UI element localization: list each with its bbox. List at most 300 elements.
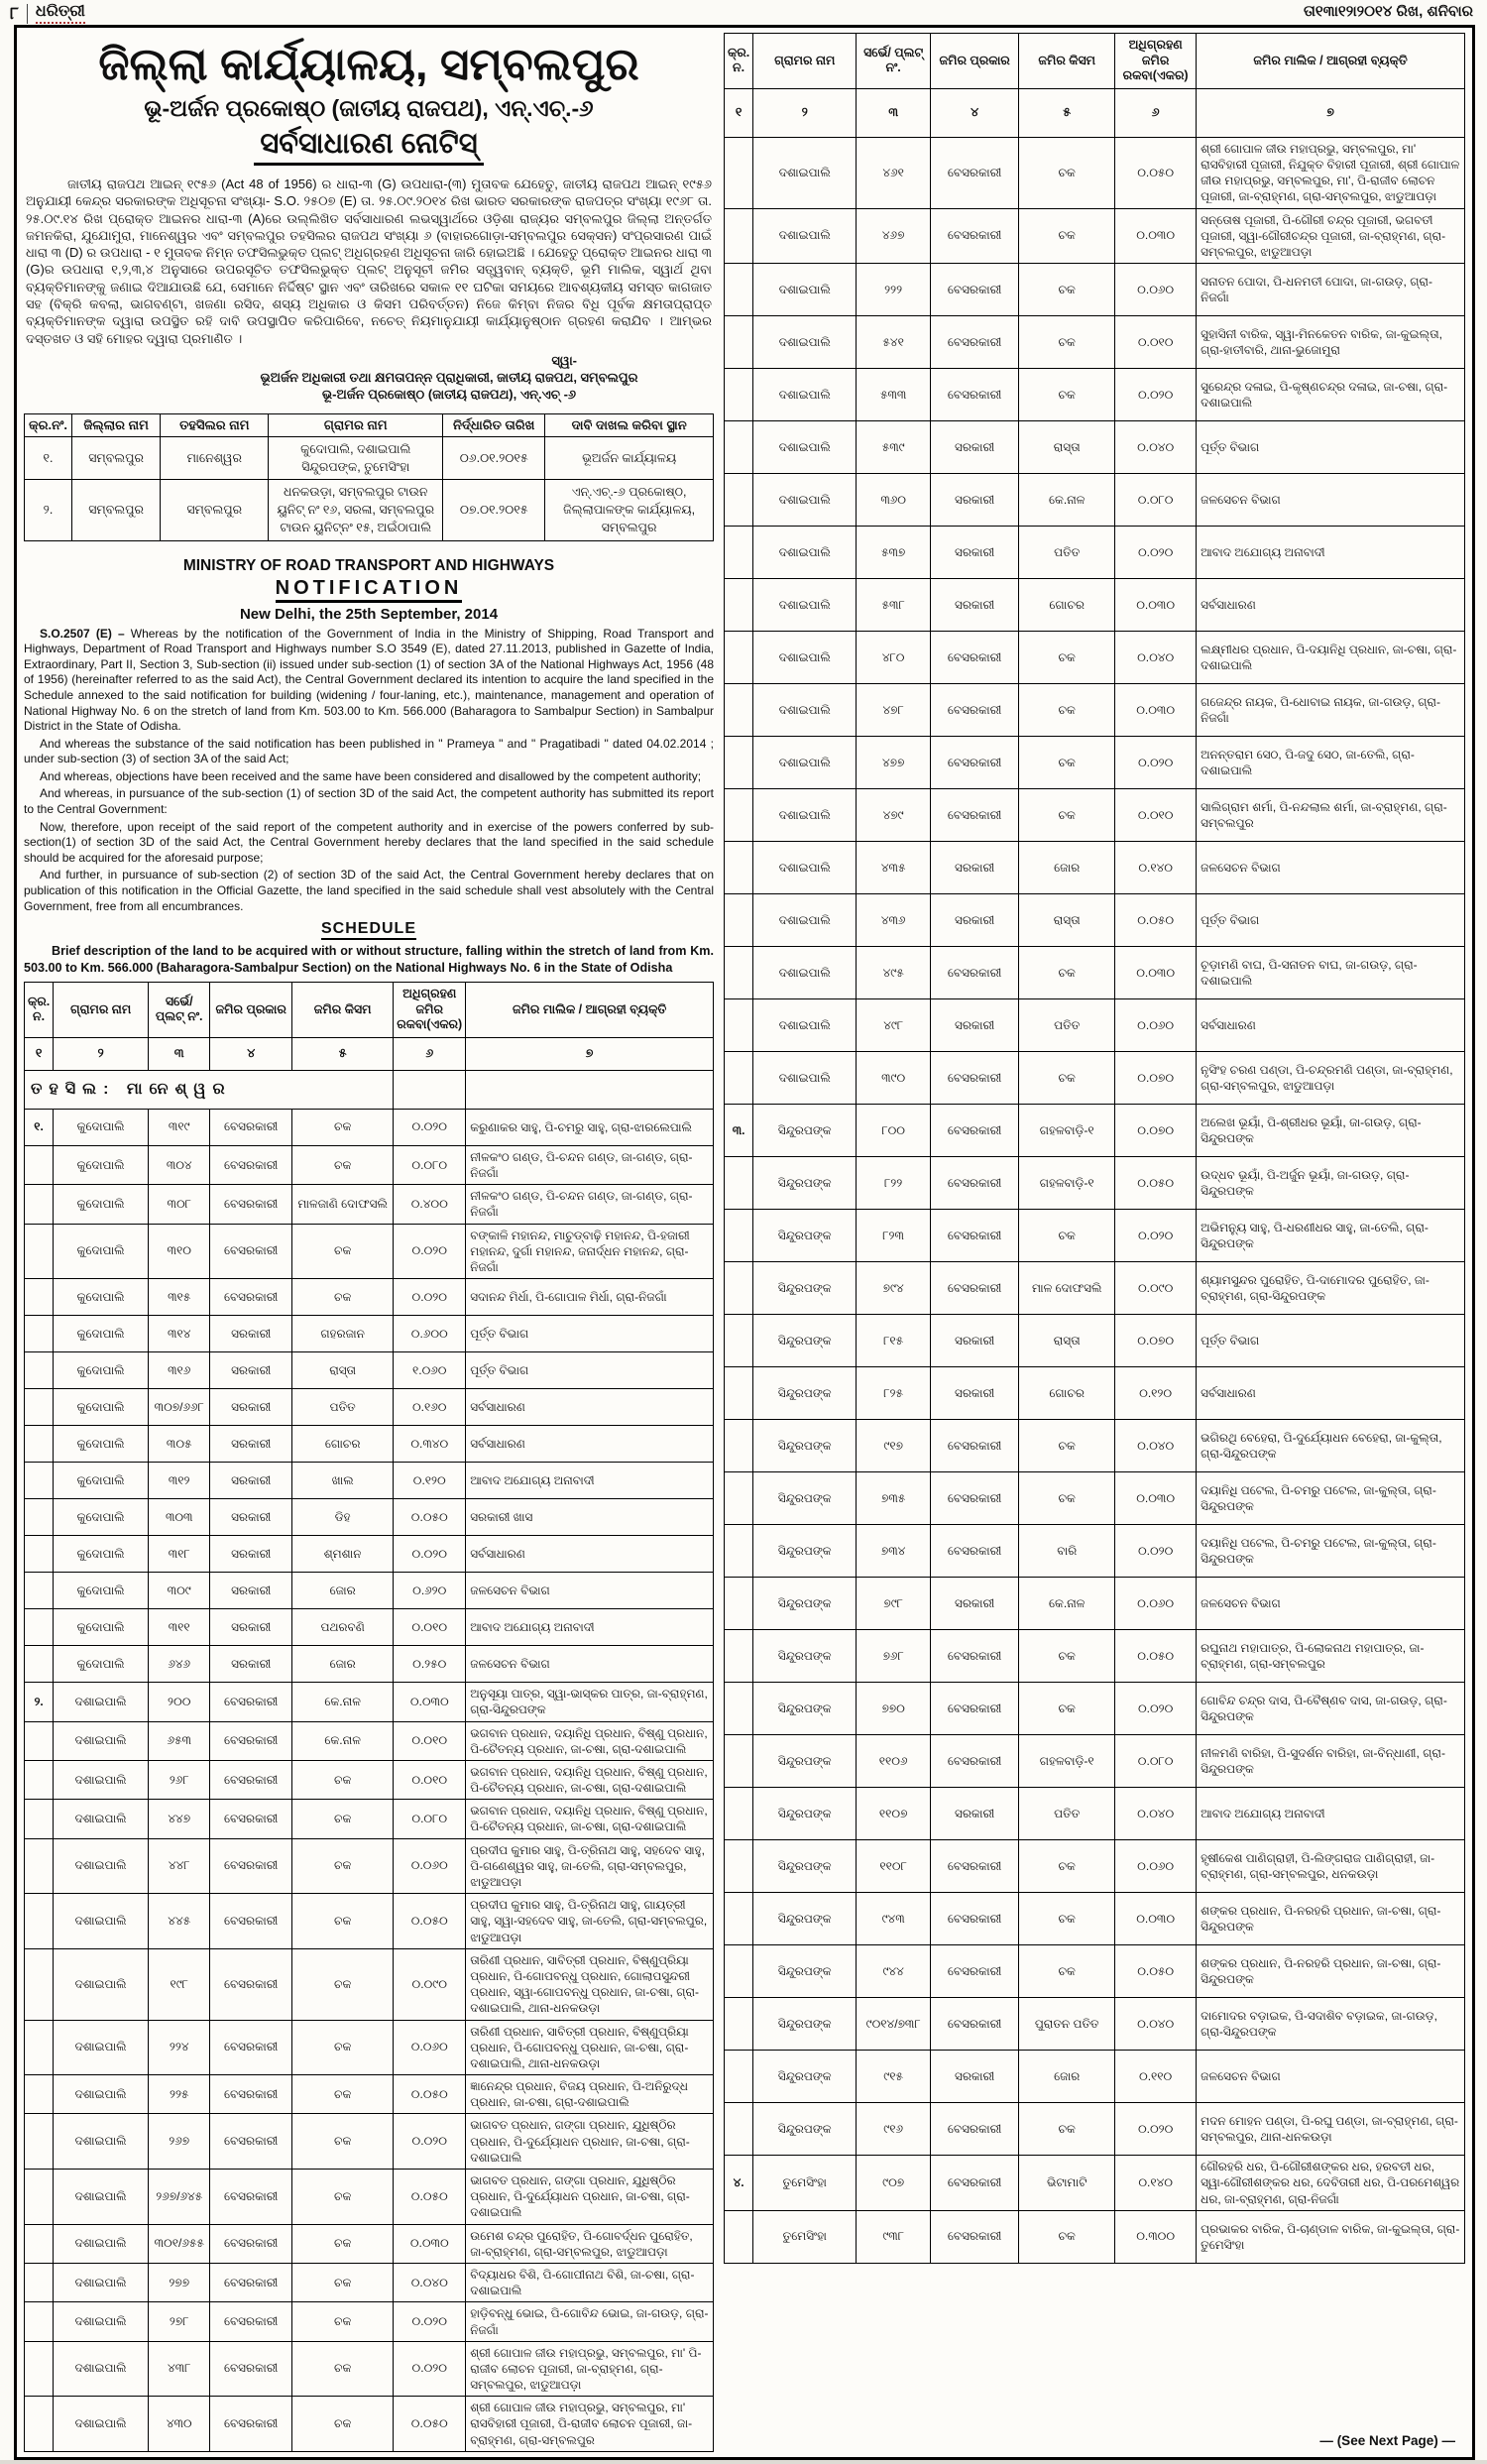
land-header: ଜମିର ପ୍ରକାର bbox=[930, 34, 1018, 89]
cell-col2: ଦଶାଇପାଲି bbox=[753, 474, 857, 527]
cell-col6: ୦.୦୬୦ bbox=[394, 1838, 466, 1894]
cell-col1 bbox=[725, 1525, 753, 1578]
cell-col3: ୯୪୪ bbox=[857, 1945, 931, 1998]
land-header: ଜମିର ମାଲିକ / ଆଗ୍ରହୀ ବ୍ୟକ୍ତି bbox=[1197, 34, 1465, 89]
cell-col1 bbox=[725, 137, 753, 208]
cell-col1 bbox=[725, 421, 753, 474]
cell-col1 bbox=[725, 1472, 753, 1525]
cell-col1 bbox=[725, 894, 753, 947]
cell-col7: ଉମେଶ ଚନ୍ଦ୍ର ପୁରୋହିତ, ପି-ଗୋବର୍ଦ୍ଧନ ପୁରୋହିତ, ଜା-ବ୍ରାହ୍ମଣ, ଗ୍ରା-ସମ୍ବଲପୁର, ଝାଡୁଆପଡ଼ା bbox=[466, 2224, 714, 2263]
cell-col4: ବେସରକାରୀ bbox=[930, 2156, 1018, 2211]
cell-col1 bbox=[25, 2397, 54, 2452]
cell-col4: ବେସରକାରୀ bbox=[930, 1998, 1018, 2051]
paper-name: ଧରିତ୍ରୀ bbox=[36, 3, 85, 24]
cell-col5: ପଥରବଣି bbox=[292, 1609, 394, 1646]
cell-col6: ୦.୦୫୦ bbox=[1115, 1945, 1197, 1998]
cell-col3: ୫୩୩ bbox=[857, 369, 931, 421]
land-table-header-row bbox=[725, 34, 1465, 89]
cell-col4: ବେସରକାରୀ bbox=[210, 1760, 292, 1799]
cell-col3: ୬୪୬ bbox=[149, 1646, 210, 1683]
cell-col7: ରଘୁନାଥ ମହାପାତ୍ର, ପି-ଲୋକନାଥ ମହାପାତ୍ର, ଜା-ବ୍ରାହ୍ମଣ, ଗ୍ରା-ସମ୍ବଲପୁର bbox=[1197, 1630, 1465, 1683]
cell-col7: ଭଗବାନ ପ୍ରଧାନ, ଦୟାନିଧି ପ୍ରଧାନ, ବିଷ୍ଣୁ ପ୍ରଧାନ, ପି-ଚୈତନ୍ୟ ପ୍ରଧାନ, ଜା-ଚଷା, ଗ୍ରା-ଦଶାଇପାଲି bbox=[466, 1760, 714, 1799]
notification-title bbox=[24, 577, 714, 603]
cell-col5: ଭିଟାମାଟି bbox=[1019, 2156, 1115, 2211]
cell-col7: ସର୍ବସାଧାରଣ bbox=[1197, 579, 1465, 632]
cell-col4: ବେସରକାରୀ bbox=[930, 1472, 1018, 1525]
cell-col5: ଚକ bbox=[1019, 1840, 1115, 1893]
cell-col4: ବେସରକାରୀ bbox=[930, 1210, 1018, 1262]
cell-col5: ଚକ bbox=[292, 2075, 394, 2114]
cell-col3: ୫୪୧ bbox=[857, 316, 931, 369]
cell-col7: ଶଙ୍କର ପ୍ରଧାନ, ପି-ନରହରି ପ୍ରଧାନ, ଜା-ଚଷା, ଗ୍ରା-ସିନ୍ଦୁରପଙ୍କ bbox=[1197, 1945, 1465, 1998]
cell-col3: ୪୩୫ bbox=[857, 842, 931, 894]
cell-col6: ୦.୦୪୦ bbox=[1115, 1998, 1197, 2051]
cell-col3: ୩୧୧ bbox=[149, 1609, 210, 1646]
col-number: ୨ bbox=[54, 1037, 149, 1070]
cell-col1 bbox=[25, 1463, 54, 1499]
cell-col3: ୯୦୧୪/୭୩୮ bbox=[857, 1998, 931, 2051]
claims-header: କ୍ର.ନଂ. bbox=[25, 413, 72, 436]
table-row bbox=[725, 1998, 1465, 2051]
cell-col4: ବେସରକାରୀ bbox=[210, 2397, 292, 2452]
cell-col7: ବଙ୍କାଳି ମହାନନ୍ଦ, ମାଚୁଡ୍ବାଢ଼ି ମହାନନ୍ଦ, ପି-ହଜାରୀ ମହାନନ୍ଦ, ଦୁର୍ଗା ମହାନନ୍ଦ, ଜନାର୍ଦ୍ଧନ ମହାନନ୍ଦ, ଗ୍ରା-ନିଜଗାଁ bbox=[466, 1224, 714, 1279]
cell-col4: ବେସରକାରୀ bbox=[210, 2224, 292, 2263]
table-row bbox=[725, 2103, 1465, 2156]
table-row bbox=[25, 2114, 714, 2170]
table-row bbox=[25, 1646, 714, 1683]
cell-col3: ୭୬୮ bbox=[857, 1630, 931, 1683]
cell-col6: ୦.୦୨୦ bbox=[1115, 737, 1197, 789]
cell-col6: ୦.୦୫୦ bbox=[1115, 1630, 1197, 1683]
cell-col4: ବେସରକାରୀ bbox=[210, 1145, 292, 1184]
col-number: ୧ bbox=[725, 88, 753, 137]
cell-col4: ସରକାରୀ bbox=[930, 842, 1018, 894]
cell-col5: ରାସ୍ତା bbox=[1019, 894, 1115, 947]
cell-col3: ୧୧୦୬ bbox=[857, 1735, 931, 1788]
cell-col4: ସରକାରୀ bbox=[930, 999, 1018, 1052]
cell-col2: ସିନ୍ଦୁରପଙ୍କ bbox=[753, 1367, 857, 1420]
cell-col3: ସମ୍ବଲପୁର bbox=[161, 480, 269, 540]
cell-col3: ୨୭୭ bbox=[149, 2263, 210, 2301]
cell-col6: ୦.୦୪୦ bbox=[1115, 1420, 1197, 1472]
cell-col4: ବେସରକାରୀ bbox=[930, 1157, 1018, 1210]
cell-col5: ଚକ bbox=[1019, 316, 1115, 369]
cell-col2: କୁଦୋପାଲି bbox=[54, 1499, 149, 1536]
table-row bbox=[25, 2170, 714, 2225]
cell-col7: ସନ୍ତୋଷ ପୂଜାରୀ, ପି-ଗୌରୀ ଚନ୍ଦ୍ର ପୂଜାରୀ, ଭଗବତୀ ପୂଜାରୀ, ସ୍ୱା-ଗୌରୀଚନ୍ଦ୍ର ପୂଜାରୀ, ଜା-ବ୍ରାହ୍ମଣ, ଗ୍ରା-ସମ୍ବଲପୁର, ଝାଡୁଆପଡ଼ା bbox=[1197, 208, 1465, 264]
cell-col7: ବିଦ୍ୟାଧର ବିଶି, ପି-ଗୋପୀନାଥ ବିଶି, ଜା-ଚଷା, ଗ୍ରା-ଦଶାଇପାଲି bbox=[466, 2263, 714, 2301]
cell-col7: ଭଗବାନ ପ୍ରଧାନ, ଦୟାନିଧି ପ୍ରଧାନ, ବିଷ୍ଣୁ ପ୍ରଧାନ, ପି-ଚୈତନ୍ୟ ପ୍ରଧାନ, ଜା-ଚଷା, ଗ୍ରା-ଦଶାଇପାଲି bbox=[466, 1721, 714, 1760]
cell-col5: ଚକ bbox=[1019, 137, 1115, 208]
cell-col5: ପତିତ bbox=[1019, 527, 1115, 579]
table-row bbox=[725, 999, 1465, 1052]
cell-col1 bbox=[25, 1838, 54, 1894]
cell-col1 bbox=[725, 1788, 753, 1840]
cell-col2: କୁଦୋପାଲି bbox=[54, 1573, 149, 1609]
cell-col2: ସିନ୍ଦୁରପଙ୍କ bbox=[753, 1525, 857, 1578]
table-row bbox=[25, 1426, 714, 1463]
cell-col3: ୩୧୨ bbox=[149, 1463, 210, 1499]
notice-body: ଜାତୀୟ ରାଜପଥ ଆଇନ୍ ୧୯୫୬ (Act 48 of 1956) ର ଧାରା-୩ (G) ଉପଧାରା-(୩) ମୁତାବକ ଯେହେତୁ, ଜାତୀୟ ରାଜପଥ ଆଇନ୍ ୧୯୫୬ ଅନୁଯାୟୀ କେନ୍ଦ୍ର ସରକାରଙ୍କ ଅଧିସୂଚନା ସଂଖ୍ୟା- S.O. ୨୫୦୭ (E) ତା. ୨୫.୦୯.୨୦୧୪ ରିଖ ଭାରତ ସରକାରଙ୍କ ରାଜପତ୍ର ସଂଖ୍ୟା ୧୯୬୮ ତା. ୨୫.୦୯.୧୪ ରିଖ ପ୍ରୋକ୍ତ ଆଇନର ଧାରା-୩ (A)ରେ ଉଲ୍ଲିଖିତ ସର୍ବସାଧାରଣ ଲଭସ୍ୱାର୍ଥରେ ଓଡ଼ିଶା ରାଜ୍ୟର ସମ୍ବଲପୁର ଜିଲ୍ଲା ଅନ୍ତର୍ଗତ ଜମନକିରା, ଯୁଯୋମୁରା, ମାନେଶ୍ୱର ଏବଂ ସମ୍ବଲପୁର ତହସିଲର ରାଜପଥ ସଂଖ୍ୟା ୬ (ବାହାରଗୋଡ଼ା-ସମ୍ବଲପୁର ସେକ୍ସନ) ସଂପ୍ରସାରଣ ପାଇଁ ଧାରା ୩ (D) ର ଉପଧାରା - ୧ ମୁତାବକ ନିମ୍ନ ତଫସିଲଭୁକ୍ତ ପ୍ଲଟ୍ ଅଧିଗ୍ରହଣ ଅଧିସୂଚନା ଜାରି ହୋଇଅଛି । ଯେହେତୁ ପ୍ରୋକ୍ତ ଆଇନର ଧାରା ୩ (G)ର ଉପଧାରା ୧,୨,୩,୪ ଅନୁସାରେ ଉପରସୂଚିତ ତଫସିଲଭୁକ୍ତ ପ୍ଲଟ୍ ଅନୁସୂଚୀ ଜମିର ସତ୍ତ୍ୱବାନ୍ ବ୍ୟକ୍ତି, ଭୂମି ମାଲିକ, ସ୍ୱାର୍ଥ ଥିବା ବ୍ୟକ୍ତିମାନଙ୍କୁ ଜଣାଇ ଦିଆଯାଉଛି ଯେ, ସେମାନେ ନିର୍ଦ୍ଦିଷ୍ଟ ସ୍ଥାନ ଏବଂ ତାରିଖରେ ସକାଳ ୧୧ ଘଟିକା ସମୟରେ ଆବଶ୍ୟକୀୟ ସମସ୍ତ କାଗଜାତ ସହ (ବିକ୍ରି କବଲା, ଭାଗବଣ୍ଟା, ଖଜଣା ରସିଦ, ଶସ୍ୟ ଅଧିକାର ଓ କିସମ ପରିବର୍ତ୍ତନ) ନିଜେ କିମ୍ବା ନିଜର ବିଧି ପୂର୍ବକ କ୍ଷମତାପ୍ରାପ୍ତ ବ୍ୟକ୍ତିମାନଙ୍କ ଦ୍ୱାରା ଉପସ୍ଥିତ ରହି ଦାବି ଉପସ୍ଥାପିତ କରିପାରିବେ, ନଚେତ୍ ନିୟମାନୁଯାୟୀ କାର୍ଯ୍ୟାନୁଷ୍ଠାନ ଗ୍ରହଣ କରାଯିବ । ଆମ୍ଭର ଦସ୍ତଖତ ଓ ସହି ମୋହର ଦ୍ୱାରା ପ୍ରମାଣିତ । bbox=[26, 176, 712, 346]
cell-col4: ବେସରକାରୀ bbox=[930, 1735, 1018, 1788]
cell-col6: ୦.୦୩୦ bbox=[1115, 1472, 1197, 1525]
cell-col4: ବେସରକାରୀ bbox=[210, 2075, 292, 2114]
cell-col1 bbox=[25, 1224, 54, 1279]
table-row bbox=[25, 1109, 714, 1145]
cell-col5: କେ.ନାଳ bbox=[1019, 1578, 1115, 1630]
cell-col2: ଦଶାଇପାଲି bbox=[753, 999, 857, 1052]
table-row bbox=[25, 2263, 714, 2301]
table-row bbox=[25, 1279, 714, 1316]
cell-col5: ଜୋର bbox=[1019, 2051, 1115, 2103]
tahasil-section-label: ତହସିଲ: ମାନେଶ୍ୱର bbox=[25, 1070, 394, 1109]
cell-col6: ୦.୬୦୦ bbox=[394, 1316, 466, 1352]
cell-col1 bbox=[725, 1945, 753, 1998]
cell-col7: ସନାତନ ପୋଦା, ପି-ଧନମତୀ ପୋଦା, ଜା-ଗଉଡ଼, ଗ୍ରା-ନିଜଗାଁ bbox=[1197, 264, 1465, 316]
cell-col6: ୦.୦୬୦ bbox=[1115, 264, 1197, 316]
cell-col1: ୨. bbox=[25, 1683, 54, 1721]
table-row bbox=[25, 1352, 714, 1389]
notification-paragraph-5: Now, therefore, upon receipt of the said report of the competent authority and in exercise of the powers conferred by sub-section(1) of section 3D of the said Act, the Central Government hereby declares that the land specified in the said schedule should be acquired for the aforesaid purpose; bbox=[24, 819, 714, 865]
cell-col4: ବେସରକାରୀ bbox=[930, 137, 1018, 208]
col-number: ୬ bbox=[1115, 88, 1197, 137]
cell-col2: ଦଶାଇପାଲି bbox=[54, 2020, 149, 2075]
cell-col4: ବେସରକାରୀ bbox=[210, 2114, 292, 2170]
col-number: ୭ bbox=[1197, 88, 1465, 137]
cell-col3: ୪୩୬ bbox=[857, 894, 931, 947]
cell-col2: ସିନ୍ଦୁରପଙ୍କ bbox=[753, 1840, 857, 1893]
table-row bbox=[25, 2302, 714, 2341]
cell-col2: ଦଶାଇପାଲି bbox=[54, 2224, 149, 2263]
cell-col3: ୧୧୦୮ bbox=[857, 1840, 931, 1893]
cell-col5: ବାରି bbox=[1019, 1525, 1115, 1578]
cell-col1 bbox=[725, 369, 753, 421]
cell-col1 bbox=[725, 474, 753, 527]
cell-col3: ୪୩୦ bbox=[149, 2397, 210, 2452]
cell-col3: ୨୬୭ bbox=[149, 2114, 210, 2170]
cell-col2: ଦଶାଇପାଲି bbox=[54, 1721, 149, 1760]
col-number: ୭ bbox=[466, 1037, 714, 1070]
cell-col2: ସିନ୍ଦୁରପଙ୍କ bbox=[753, 2051, 857, 2103]
cell-col6: ୦.୧୧୦ bbox=[1115, 2051, 1197, 2103]
cell-col5: ପତିତ bbox=[292, 1389, 394, 1426]
cell-col6: ୦.୦୪୦ bbox=[1115, 1788, 1197, 1840]
masthead-left bbox=[10, 3, 85, 24]
cell-col1 bbox=[725, 2103, 753, 2156]
cell-col2: ସିନ୍ଦୁରପଙ୍କ bbox=[753, 1788, 857, 1840]
cell-col5: ଚକ bbox=[1019, 1420, 1115, 1472]
cell-col7: ମଦନ ମୋହନ ପଣ୍ଡା, ପି-ରଘୁ ପଣ୍ଡା, ଜା-ବ୍ରାହ୍ମଣ, ଗ୍ରା-ସମ୍ବଲପୁର, ଥାନା-ଧନକଉଡ଼ା bbox=[1197, 2103, 1465, 2156]
cell-col1 bbox=[725, 264, 753, 316]
cell-col2: ଦଶାଇପାଲି bbox=[54, 1948, 149, 2020]
cell-col6: ୦.୧୪୦ bbox=[1115, 842, 1197, 894]
table-row bbox=[25, 1316, 714, 1352]
cell-col5: ଚକ bbox=[292, 1838, 394, 1894]
cell-col4: ବେସରକାରୀ bbox=[210, 1224, 292, 1279]
cell-col6: ୦.୦୩୦ bbox=[1115, 947, 1197, 999]
cell-col6: ୦.୦୨୦ bbox=[1115, 1683, 1197, 1735]
cell-col2: କୁଦୋପାଲି bbox=[54, 1352, 149, 1389]
cell-col1 bbox=[725, 947, 753, 999]
cell-col6: ୦.୩୪୦ bbox=[394, 1426, 466, 1463]
table-row bbox=[25, 480, 714, 540]
cell-col7: ଭଗିରଥି ବେହେରା, ପି-ଦୁର୍ଯ୍ୟୋଧନ ବେହେରା, ଜା-କୁଲ୍ତା, ଗ୍ରା-ସିନ୍ଦୁରପଙ୍କ bbox=[1197, 1420, 1465, 1472]
cell-col5: ଚକ bbox=[1019, 208, 1115, 264]
cell-col4: ବେସରକାରୀ bbox=[930, 1262, 1018, 1315]
cell-col6: ୧.୦୬୦ bbox=[394, 1352, 466, 1389]
cell-col6: ୦.୦୬୦ bbox=[1115, 1840, 1197, 1893]
col-number: ୪ bbox=[930, 88, 1018, 137]
table-row bbox=[25, 1573, 714, 1609]
col-number: ୫ bbox=[292, 1037, 394, 1070]
cell-col3: ୪୮୦ bbox=[857, 632, 931, 684]
cell-col2: ସିନ୍ଦୁରପଙ୍କ bbox=[753, 1262, 857, 1315]
cell-col6: ୦.୧୨୦ bbox=[394, 1463, 466, 1499]
cell-col6: ୦.୦୫୦ bbox=[394, 1499, 466, 1536]
cell-col4: ବେସରକାରୀ bbox=[930, 1945, 1018, 1998]
cell-col3: ୫୩୮ bbox=[857, 579, 931, 632]
table-row bbox=[25, 2020, 714, 2075]
cell-col3: ୨୬୭/୬୪୫ bbox=[149, 2170, 210, 2225]
cell-col4: ବେସରକାରୀ bbox=[930, 264, 1018, 316]
cell-col7: ଦୟାନିଧି ପଟେଲ, ପି-ଚମରୁ ପଟେଲ, ଜା-କୁଲ୍ତା, ଗ୍ରା-ସିନ୍ଦୁରପଙ୍କ bbox=[1197, 1525, 1465, 1578]
cell-col1 bbox=[25, 1760, 54, 1799]
cell-col3: ୫୩୯ bbox=[857, 421, 931, 474]
notice-title: ଜିଲ୍ଲା କାର୍ଯ୍ୟାଳୟ, ସମ୍ବଲପୁର bbox=[98, 39, 639, 89]
cell-col2: ସିନ୍ଦୁରପଙ୍କ bbox=[753, 1630, 857, 1683]
notice-heading bbox=[24, 128, 714, 166]
notice-border-box bbox=[14, 25, 1475, 2460]
cell-col5: ଗୋଚର bbox=[292, 1426, 394, 1463]
cell-col1 bbox=[25, 1721, 54, 1760]
cell-col6: ୦.୦୮୦ bbox=[1115, 474, 1197, 527]
cell-col4: ସରକାରୀ bbox=[930, 421, 1018, 474]
cell-col5: ୦୬.୦୧.୨୦୧୫ bbox=[443, 436, 545, 479]
land-header: ଅଧିଗ୍ରହଣ ଜମିର ରକବା(ଏକର) bbox=[394, 982, 466, 1037]
cell-col2: ଦଶାଇପାଲି bbox=[54, 2341, 149, 2397]
cell-col4: ବେସରକାରୀ bbox=[210, 2020, 292, 2075]
cell-col7: ଶ୍ରୀ ଗୋପାଳ ଜୀଉ ମହାପ୍ରଭୁ, ସମ୍ବଲପୁର, ମା' ରାସବିହାରୀ ପୂଜାରୀ, ନିଯୁକ୍ତ ବିହାରୀ ପୂଜାରୀ, ଶ୍ରୀ ଗୋପାଳ ଜୀଉ ମହାପ୍ରଭୁ, ସମ୍ବଲପୁର, ମା', ପି-ରାଜୀବ ଲୋଚନ ପୂଜାରୀ, ଜା-ବ୍ରାହ୍ମଣ, ଗ୍ରା-ସମ୍ବଲପୁର, ଝାଡୁଆପଡ଼ା bbox=[1197, 137, 1465, 208]
cell-col6: ୦.୦୨୦ bbox=[1115, 2103, 1197, 2156]
cell-col6: ୦.୬୨୦ bbox=[394, 1573, 466, 1609]
cell-col5: ଚକ bbox=[292, 1224, 394, 1279]
cell-col4: ବେସରକାରୀ bbox=[930, 369, 1018, 421]
cell-col7: ପୂର୍ତ୍ତ ବିଭାଗ bbox=[1197, 894, 1465, 947]
cell-col7: ଶ୍ରୀ ଗୋପାଳ ଜୀଉ ମହାପ୍ରଭୁ, ସମ୍ବଲପୁର, ମା' ରାସବିହାରୀ ପୂଜାରୀ, ପି-ରାଜୀବ ଲୋଚନ ପୂଜାରୀ, ଜା-ବ୍ରାହ୍ମଣ, ଗ୍ରା-ସମ୍ବଲପୁର bbox=[466, 2397, 714, 2452]
notification-paragraph-1 bbox=[24, 627, 714, 735]
cell-col1 bbox=[25, 2020, 54, 2075]
cell-col2: କୁଦୋପାଲି bbox=[54, 1316, 149, 1352]
cell-col7: କରୁଣାକର ସାହୁ, ପି-ଚମରୁ ସାହୁ, ଗ୍ରା-ଝାରଲେପାଲି bbox=[466, 1109, 714, 1145]
cell-col1 bbox=[725, 208, 753, 264]
cell-col4: ସରକାରୀ bbox=[210, 1463, 292, 1499]
cell-col1 bbox=[25, 1185, 54, 1224]
cell-col7: ସଦାନନ୍ଦ ମିର୍ଧା, ପି-ଗୋପାଳ ମିର୍ଧା, ଗ୍ରା-ନିଜଗାଁ bbox=[466, 1279, 714, 1316]
cell-col4: ସରକାରୀ bbox=[210, 1646, 292, 1683]
cell-col3: ୪୭୭ bbox=[857, 737, 931, 789]
cell-col7: ସୁରେନ୍ଦ୍ର ଦଳାଇ, ପି-କୃଷ୍ଣଚନ୍ଦ୍ର ଦଳାଇ, ଜା-ଚଷା, ଗ୍ରା-ଦଶାଇପାଲି bbox=[1197, 369, 1465, 421]
cell-col7: ପ୍ରଭାକର ବାରିକ, ପି-ଚାଣ୍ଡାଳ ବାରିକ, ଜା-କୁଇଲ୍ତା, ଗ୍ରା-ତୁମେସିଂହା bbox=[1197, 2210, 1465, 2263]
table-row bbox=[725, 2210, 1465, 2263]
cell-col6: ୦.୦୫୦ bbox=[394, 2170, 466, 2225]
table-row bbox=[725, 1945, 1465, 1998]
cell-col5: ଚକ bbox=[1019, 1945, 1115, 1998]
cell-col1 bbox=[725, 2051, 753, 2103]
cell-col5: ଚକ bbox=[292, 2224, 394, 2263]
cell-col7: ଜ୍ଞାନେନ୍ଦ୍ର ପ୍ରଧାନ, ବିଜୟ ପ୍ରଧାନ, ପି-ଅନିରୁଦ୍ଧ ପ୍ରଧାନ, ଜା-ଚଷା, ଗ୍ରା-ଦଶାଇପାଲି bbox=[466, 2075, 714, 2114]
cell-col6: ୦.୦୨୦ bbox=[394, 1536, 466, 1573]
land-header: କ୍ର. ନ. bbox=[725, 34, 753, 89]
cell-col5: ପତିତ bbox=[1019, 1788, 1115, 1840]
table-row bbox=[25, 1760, 714, 1799]
cell-col6: ୦.୦୬୦ bbox=[394, 2020, 466, 2075]
cell-col6: ୦.୪୦୦ bbox=[394, 1185, 466, 1224]
col-number: ୬ bbox=[394, 1037, 466, 1070]
cell-col7: ଆବାଦ ଅଯୋଗ୍ୟ ଅନାବାଦୀ bbox=[466, 1609, 714, 1646]
cell-col5: ଚକ bbox=[1019, 1683, 1115, 1735]
cell-col5: ଜୋର bbox=[292, 1573, 394, 1609]
cell-col2: କୁଦୋପାଲି bbox=[54, 1279, 149, 1316]
cell-col1 bbox=[25, 2341, 54, 2397]
cell-col5: ମାଳଜାଣି ଦୋଫସଲି bbox=[292, 1185, 394, 1224]
cell-col4: ବେସରକାରୀ bbox=[930, 789, 1018, 842]
cell-col7: ଜଳସେଚନ ବିଭାଗ bbox=[466, 1573, 714, 1609]
cell-col2: କୁଦୋପାଲି bbox=[54, 1109, 149, 1145]
col-number: ୫ bbox=[1019, 88, 1115, 137]
cell-col6: ୦.୦୮୦ bbox=[394, 1800, 466, 1838]
cell-col1 bbox=[725, 2210, 753, 2263]
cell-col6: ୦.୦୧୦ bbox=[394, 1760, 466, 1799]
cell-col6: ୦.୦୭୦ bbox=[1115, 1052, 1197, 1105]
cell-col7: ପ୍ରଦୀପ କୁମାର ସାହୁ, ପି-ତ୍ରିନାଥ ସାହୁ, ଗାୟତ୍ରୀ ସାହୁ, ସ୍ୱା-ସହଦେବ ସାହୁ, ଜା-ତେଲି, ଗ୍ରା-ସମ୍ବଲପୁର, ଝାଡୁଆପଡ଼ା bbox=[466, 1894, 714, 1949]
notification-paragraph-4: And whereas, in pursuance of the sub-section (1) of section 3D of the said Act, the competent authority has submitted its report to the Central Government: bbox=[24, 786, 714, 817]
cell-col3: ୩୧୮ bbox=[149, 1536, 210, 1573]
cell-col6: ୦.୦୨୦ bbox=[394, 1279, 466, 1316]
cell-col3: ୩୦୪ bbox=[149, 1145, 210, 1184]
land-header: ଜମିର କିସମ bbox=[1019, 34, 1115, 89]
cell-col4: ସରକାରୀ bbox=[930, 2051, 1018, 2103]
left-column bbox=[24, 33, 714, 2452]
table-row bbox=[725, 1840, 1465, 1893]
cell-col7: ଦୟାନିଧି ପଟେଲ, ପି-ଚମରୁ ପଟେଲ, ଜା-କୁଲ୍ତା, ଗ୍ରା-ସିନ୍ଦୁରପଙ୍କ bbox=[1197, 1472, 1465, 1525]
column-number-row bbox=[25, 1037, 714, 1070]
cell-col5: ଚକ bbox=[1019, 632, 1115, 684]
table-row bbox=[725, 684, 1465, 737]
cell-col3: ୩୧୪ bbox=[149, 1316, 210, 1352]
land-table-header-row bbox=[25, 982, 714, 1037]
cell-col2: ଦଶାଇପାଲି bbox=[753, 137, 857, 208]
cell-col1 bbox=[25, 1426, 54, 1463]
table-row bbox=[725, 2156, 1465, 2211]
cell-col3: ୪୪୫ bbox=[149, 1894, 210, 1949]
cell-col3: ୩୧୫ bbox=[149, 1279, 210, 1316]
cell-col4: ବେସରକାରୀ bbox=[930, 1893, 1018, 1945]
cell-col3: ୭୯୮ bbox=[857, 1578, 931, 1630]
cell-col2: ସିନ୍ଦୁରପଙ୍କ bbox=[753, 1578, 857, 1630]
cell-col7: ଭାଗବତ ପ୍ରଧାନ, ଗଙ୍ଗା ପ୍ରଧାନ, ଯୁଧିଷ୍ଠିର ପ୍ରଧାନ, ପି-ଦୁର୍ଯ୍ୟୋଧନ ପ୍ରଧାନ, ଜା-ଚଷା, ଗ୍ରା-ଦଶାଇପାଲି bbox=[466, 2170, 714, 2225]
notification-title-text: NOTIFICATION bbox=[276, 577, 463, 603]
cell-col7: ହାଡ଼ିବନ୍ଧୁ ଭୋଇ, ପି-ଗୋବିନ୍ଦ ଭୋଇ, ଜା-ଗଉଡ଼, ଗ୍ରା-ନିଜଗାଁ bbox=[466, 2302, 714, 2341]
table-row bbox=[725, 1735, 1465, 1788]
table-row bbox=[725, 579, 1465, 632]
table-row bbox=[25, 2224, 714, 2263]
cell-col7: ନୃସିଂହ ଚରଣ ପଣ୍ଡା, ପି-ଚନ୍ଦ୍ରମଣି ପଣ୍ଡା, ଜା-ବ୍ରାହ୍ମଣ, ଗ୍ରା-ସମ୍ବଲପୁର, ଝାଡୁଆପଡ଼ା bbox=[1197, 1052, 1465, 1105]
table-row bbox=[725, 137, 1465, 208]
cell-col7: ଜଳସେଚନ ବିଭାଗ bbox=[466, 1646, 714, 1683]
cell-col2: ଦଶାଇପାଲି bbox=[753, 208, 857, 264]
cell-col2: ଦଶାଇପାଲି bbox=[54, 2397, 149, 2452]
cell-col2: ଦଶାଇପାଲି bbox=[753, 737, 857, 789]
table-row bbox=[725, 527, 1465, 579]
cell-col7: ହୃଷୀକେଶ ପାଣିଗ୍ରାହୀ, ପି-ଲିଙ୍ଗରାଜ ପାଣିଗ୍ରାହୀ, ଜା-ବ୍ରାହ୍ମଣ, ଗ୍ରା-ସମ୍ବଲପୁର, ଧନକଉଡ଼ା bbox=[1197, 1840, 1465, 1893]
table-row bbox=[25, 1389, 714, 1426]
land-table-right bbox=[724, 33, 1465, 2264]
cell-col2: ଦଶାଇପାଲି bbox=[54, 1683, 149, 1721]
cell-col5: ଗହରଜାନ bbox=[292, 1316, 394, 1352]
cell-col6: ୦.୦୫୦ bbox=[394, 2397, 466, 2452]
cell-col2: ସମ୍ବଲପୁର bbox=[71, 436, 160, 479]
cell-col5: ଗହଳବାଡ଼ି-୧ bbox=[1019, 1157, 1115, 1210]
cell-col5: ଚକ bbox=[1019, 369, 1115, 421]
claims-schedule-table bbox=[24, 413, 714, 541]
cell-col5: କେ.ନାଳ bbox=[292, 1721, 394, 1760]
cell-col4: ବେସରକାରୀ bbox=[930, 1840, 1018, 1893]
cell-col3: ୬୫୩ bbox=[149, 1721, 210, 1760]
cell-col3: ୨୨୪ bbox=[149, 2020, 210, 2075]
cell-col1 bbox=[25, 2224, 54, 2263]
cell-col1 bbox=[725, 737, 753, 789]
cell-col3: ୩୬୦ bbox=[857, 474, 931, 527]
cell-col1 bbox=[725, 1367, 753, 1420]
cell-col7: ନୀଳମଣି ବାରିହା, ପି-ସୁଦର୍ଶନ ବାରିହା, ଜା-ବିନ୍ଧାଣୀ, ଗ୍ରା-ସିନ୍ଦୁରପଙ୍କ bbox=[1197, 1735, 1465, 1788]
notification-paragraph-1-text: Whereas by the notification of the Government of India in the Ministry of Shipping, Road Transport and Highways, Department of Road Transport and Highways number S.O 3549 (E), dated 27.11.2013, published in Gazette of India, Extraordinary, Part II, Section 3, Sub-section (ii) issued under sub-section (1) of section 3A of the National Highways Act, 1956 (48 of 1956) (hereinafter referred to as the said Act), the Central Government declared its intention to acquire the land specified in the Schedule annexed to the said notification for building (widening / four-laning, etc.), maintenance, management and operation of National Highway No. 6 on the stretch of land from Km. 503.00 to Km. 566.000 (Baharagora to Sambalpur Section) in Sambalpur District in the State of Odisha. bbox=[24, 626, 714, 734]
cell-col4: ବେସରକାରୀ bbox=[930, 208, 1018, 264]
cell-col7: ଅଭିମନ୍ୟୁ ସାହୁ, ପି-ଧରଣୀଧର ସାହୁ, ଜା-ତେଲି, ଗ୍ରା-ସିନ୍ଦୁରପଙ୍କ bbox=[1197, 1210, 1465, 1262]
cell-col7: ଭଗବାନ ପ୍ରଧାନ, ଦୟାନିଧି ପ୍ରଧାନ, ବିଷ୍ଣୁ ପ୍ରଧାନ, ପି-ଚୈତନ୍ୟ ପ୍ରଧାନ, ଜା-ଚଷା, ଗ୍ରା-ଦଶାଇପାଲି bbox=[466, 1800, 714, 1838]
table-row bbox=[725, 737, 1465, 789]
cell-col6: ୦.୦୨୦ bbox=[1115, 527, 1197, 579]
cell-col3: ୫୩୭ bbox=[857, 527, 931, 579]
cell-col7: ପୂର୍ତ୍ତ ବିଭାଗ bbox=[466, 1352, 714, 1389]
cell-col5: ଚକ bbox=[1019, 1893, 1115, 1945]
cell-col7: ଦାମୋଦର ବଡ଼ାଇକ, ପି-ସଦାଶିବ ବଡ଼ାଇକ, ଜା-ଗଉଡ଼, ଗ୍ରା-ସିନ୍ଦୁରପଙ୍କ bbox=[1197, 1998, 1465, 2051]
cell-col1 bbox=[725, 1315, 753, 1367]
cell-col6: ୦.୦୩୦ bbox=[394, 2224, 466, 2263]
cell-col6: ୦.୦୪୦ bbox=[1115, 632, 1197, 684]
cell-col1: ୪. bbox=[725, 2156, 753, 2211]
cell-col6: ୦.୦୮୦ bbox=[394, 1145, 466, 1184]
cell-col3: ୧୧୦୭ bbox=[857, 1788, 931, 1840]
cell-col5: ଗୋଚର bbox=[1019, 579, 1115, 632]
cell-col6: ୦.୧୨୦ bbox=[1115, 1367, 1197, 1420]
cell-col5: ଚକ bbox=[292, 2170, 394, 2225]
cell-col7: ଜଳସେଚନ ବିଭାଗ bbox=[1197, 474, 1465, 527]
cell-col3: ୭୩୪ bbox=[857, 1525, 931, 1578]
cell-col6: ୦.୦୨୦ bbox=[394, 2302, 466, 2341]
cell-col2: ଦଶାଇପାଲି bbox=[54, 1760, 149, 1799]
cell-col7: ସାଲିଗ୍ରାମ ଶର୍ମା, ପି-ନନ୍ଦଲାଲ ଶର୍ମା, ଜା-ବ୍ରାହ୍ମଣ, ଗ୍ରା-ସମ୍ବଲପୁର bbox=[1197, 789, 1465, 842]
cell-col1 bbox=[25, 2075, 54, 2114]
cell-col1 bbox=[25, 2263, 54, 2301]
table-row bbox=[725, 789, 1465, 842]
cell-col3: ୨୬୮ bbox=[149, 1760, 210, 1799]
cell-col2: ସିନ୍ଦୁରପଙ୍କ bbox=[753, 1210, 857, 1262]
cell-col6: ୦.୦୭୦ bbox=[1115, 1315, 1197, 1367]
cell-col4: ସରକାରୀ bbox=[210, 1389, 292, 1426]
notice-heading-text: ସର୍ବସାଧାରଣ ନୋଟିସ୍ bbox=[254, 128, 483, 166]
cell-col1 bbox=[25, 1573, 54, 1609]
cell-col6: ୦.୦୨୦ bbox=[394, 1224, 466, 1279]
